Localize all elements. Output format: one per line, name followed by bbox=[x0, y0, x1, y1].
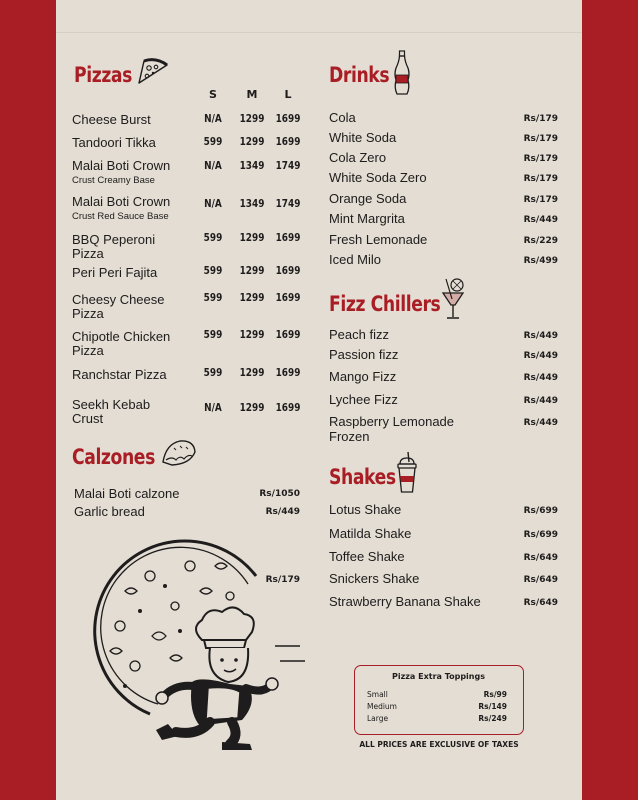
drink-item-price: Rs/179 bbox=[523, 195, 558, 205]
shake-item-name: Snickers Shake bbox=[329, 571, 420, 586]
pizza-price-s: 599 bbox=[203, 329, 223, 341]
topping-price: Rs/249 bbox=[478, 714, 507, 723]
size-col-m: M bbox=[246, 88, 258, 101]
drink-item-price: Rs/449 bbox=[523, 215, 558, 225]
pizzas-heading: Pizzas bbox=[74, 63, 132, 87]
pizza-chef-illustration bbox=[80, 536, 310, 756]
pizza-item-sub: Crust Creamy Base bbox=[72, 175, 155, 186]
pizza-item-name-2: Pizza bbox=[72, 306, 104, 321]
pizza-price-l: 1699 bbox=[275, 265, 301, 277]
pizza-item-name-2: Pizza bbox=[72, 343, 104, 358]
shake-item-price: Rs/649 bbox=[523, 575, 558, 585]
pizza-price-m: 1299 bbox=[239, 367, 265, 379]
pizza-price-m: 1299 bbox=[239, 402, 265, 414]
pizza-price-l: 1699 bbox=[275, 232, 301, 244]
shake-item-name: Matilda Shake bbox=[329, 526, 412, 541]
drink-item-price: Rs/499 bbox=[523, 256, 558, 266]
pizza-price-m: 1299 bbox=[239, 113, 265, 125]
fizz-item-name: Raspberry Lemonade bbox=[329, 414, 455, 429]
shake-item-name: Toffee Shake bbox=[329, 549, 405, 564]
drink-item-name: Orange Soda bbox=[329, 191, 407, 206]
pizza-item-name: Tandoori Tikka bbox=[72, 135, 156, 150]
pizza-price-m: 1349 bbox=[239, 160, 265, 172]
shake-item-price: Rs/699 bbox=[523, 506, 558, 516]
pizza-item-name: Malai Boti Crown bbox=[72, 158, 171, 173]
drink-item-price: Rs/179 bbox=[523, 114, 558, 124]
calzone-icon bbox=[160, 438, 198, 468]
pizza-item-name-2: Crust bbox=[72, 411, 104, 426]
pizza-price-l: 1699 bbox=[275, 292, 301, 304]
calzone-item-price: Rs/449 bbox=[265, 507, 300, 517]
drink-item-price: Rs/179 bbox=[523, 174, 558, 184]
size-col-l: L bbox=[284, 88, 292, 101]
shake-item-price: Rs/699 bbox=[523, 530, 558, 540]
extra-toppings-box bbox=[354, 665, 524, 735]
shake-item-price: Rs/649 bbox=[523, 598, 558, 608]
topping-size: Medium bbox=[367, 702, 397, 711]
fizz-item-name: Passion fizz bbox=[329, 347, 399, 362]
fizz-item-name: Peach fizz bbox=[329, 327, 389, 342]
pizza-price-s: N/A bbox=[204, 198, 222, 210]
drink-item-price: Rs/179 bbox=[523, 154, 558, 164]
fizz-item-price: Rs/449 bbox=[523, 418, 558, 428]
drink-item-price: Rs/229 bbox=[523, 236, 558, 246]
fizz-chillers-heading: Fizz Chillers bbox=[329, 292, 441, 316]
pizza-price-m: 1299 bbox=[239, 329, 265, 341]
pizza-price-s: 599 bbox=[203, 265, 223, 277]
extra-item-price: Rs/179 bbox=[265, 575, 300, 585]
pizza-price-s: N/A bbox=[204, 113, 222, 125]
fizz-item-price: Rs/449 bbox=[523, 351, 558, 361]
shakes-heading: Shakes bbox=[329, 465, 396, 489]
pizza-item-name: Ranchstar Pizza bbox=[72, 367, 167, 382]
pizza-item-name: Peri Peri Fajita bbox=[72, 265, 158, 280]
drink-item-price: Rs/179 bbox=[523, 134, 558, 144]
shake-item-price: Rs/649 bbox=[523, 553, 558, 563]
drinks-heading: Drinks bbox=[329, 63, 390, 87]
pizza-price-l: 1699 bbox=[275, 329, 301, 341]
pizza-price-m: 1349 bbox=[239, 198, 265, 210]
fizz-item-price: Rs/449 bbox=[523, 396, 558, 406]
pizza-price-l: 1749 bbox=[275, 160, 301, 172]
pizza-price-l: 1699 bbox=[275, 113, 301, 125]
topping-price: Rs/99 bbox=[483, 690, 507, 699]
drink-item-name: Iced Milo bbox=[329, 252, 382, 267]
drink-item-name: Cola bbox=[329, 110, 356, 125]
shake-item-name: Strawberry Banana Shake bbox=[329, 594, 481, 609]
fizz-item-price: Rs/449 bbox=[523, 331, 558, 341]
drink-item-name: Mint Margrita bbox=[329, 211, 405, 226]
pizza-price-l: 1699 bbox=[275, 402, 301, 414]
pizza-price-s: N/A bbox=[204, 160, 222, 172]
pizza-price-s: 599 bbox=[203, 292, 223, 304]
pizza-price-s: 599 bbox=[203, 136, 223, 148]
pizza-price-s: 599 bbox=[203, 232, 223, 244]
pizza-price-l: 1699 bbox=[275, 367, 301, 379]
pizza-item-name-2: Pizza bbox=[72, 246, 104, 261]
pizza-item-name: BBQ Peperoni bbox=[72, 232, 156, 247]
pizza-price-l: 1699 bbox=[275, 136, 301, 148]
drink-item-name: White Soda Zero bbox=[329, 170, 427, 185]
toppings-title: Pizza Extra Toppings bbox=[392, 672, 485, 681]
drink-item-name: Fresh Lemonade bbox=[329, 232, 428, 247]
pizza-item-name: Malai Boti Crown bbox=[72, 194, 171, 209]
topping-price: Rs/149 bbox=[478, 702, 507, 711]
pizza-item-name: Chipotle Chicken bbox=[72, 329, 171, 344]
calzones-heading: Calzones bbox=[72, 445, 155, 469]
pizza-price-m: 1299 bbox=[239, 292, 265, 304]
fizz-item-price: Rs/449 bbox=[523, 373, 558, 383]
fizz-item-name-2: Frozen bbox=[329, 429, 370, 444]
pizza-item-sub: Crust Red Sauce Base bbox=[72, 211, 169, 222]
pizza-price-m: 1299 bbox=[239, 136, 265, 148]
menu-page bbox=[56, 0, 582, 800]
topping-size: Large bbox=[367, 714, 389, 723]
topping-size: Small bbox=[367, 690, 388, 699]
fizz-item-name: Mango Fizz bbox=[329, 369, 397, 384]
tax-disclaimer: ALL PRICES ARE EXCLUSIVE OF TAXES bbox=[359, 740, 519, 749]
fizz-item-name: Lychee Fizz bbox=[329, 392, 398, 407]
calzone-item-name: Malai Boti calzone bbox=[74, 486, 180, 501]
shake-cup-icon bbox=[396, 450, 418, 494]
cocktail-glass-icon bbox=[440, 277, 466, 321]
pizza-item-name: Seekh Kebab bbox=[72, 397, 151, 412]
pizza-price-m: 1299 bbox=[239, 232, 265, 244]
pizza-slice-icon bbox=[136, 56, 170, 86]
pizza-item-name: Cheesy Cheese bbox=[72, 292, 165, 307]
calzone-item-price: Rs/1050 bbox=[259, 489, 300, 499]
pizza-item-name: Cheese Burst bbox=[72, 112, 151, 127]
calzone-item-name: Garlic bread bbox=[74, 504, 145, 519]
pizza-price-l: 1749 bbox=[275, 198, 301, 210]
pizza-price-s: N/A bbox=[204, 402, 222, 414]
pizza-price-m: 1299 bbox=[239, 265, 265, 277]
pizza-price-s: 599 bbox=[203, 367, 223, 379]
drink-item-name: White Soda bbox=[329, 130, 397, 145]
shake-item-name: Lotus Shake bbox=[329, 502, 402, 517]
cola-bottle-icon bbox=[393, 50, 411, 96]
size-col-s: S bbox=[209, 88, 217, 101]
drink-item-name: Cola Zero bbox=[329, 150, 387, 165]
